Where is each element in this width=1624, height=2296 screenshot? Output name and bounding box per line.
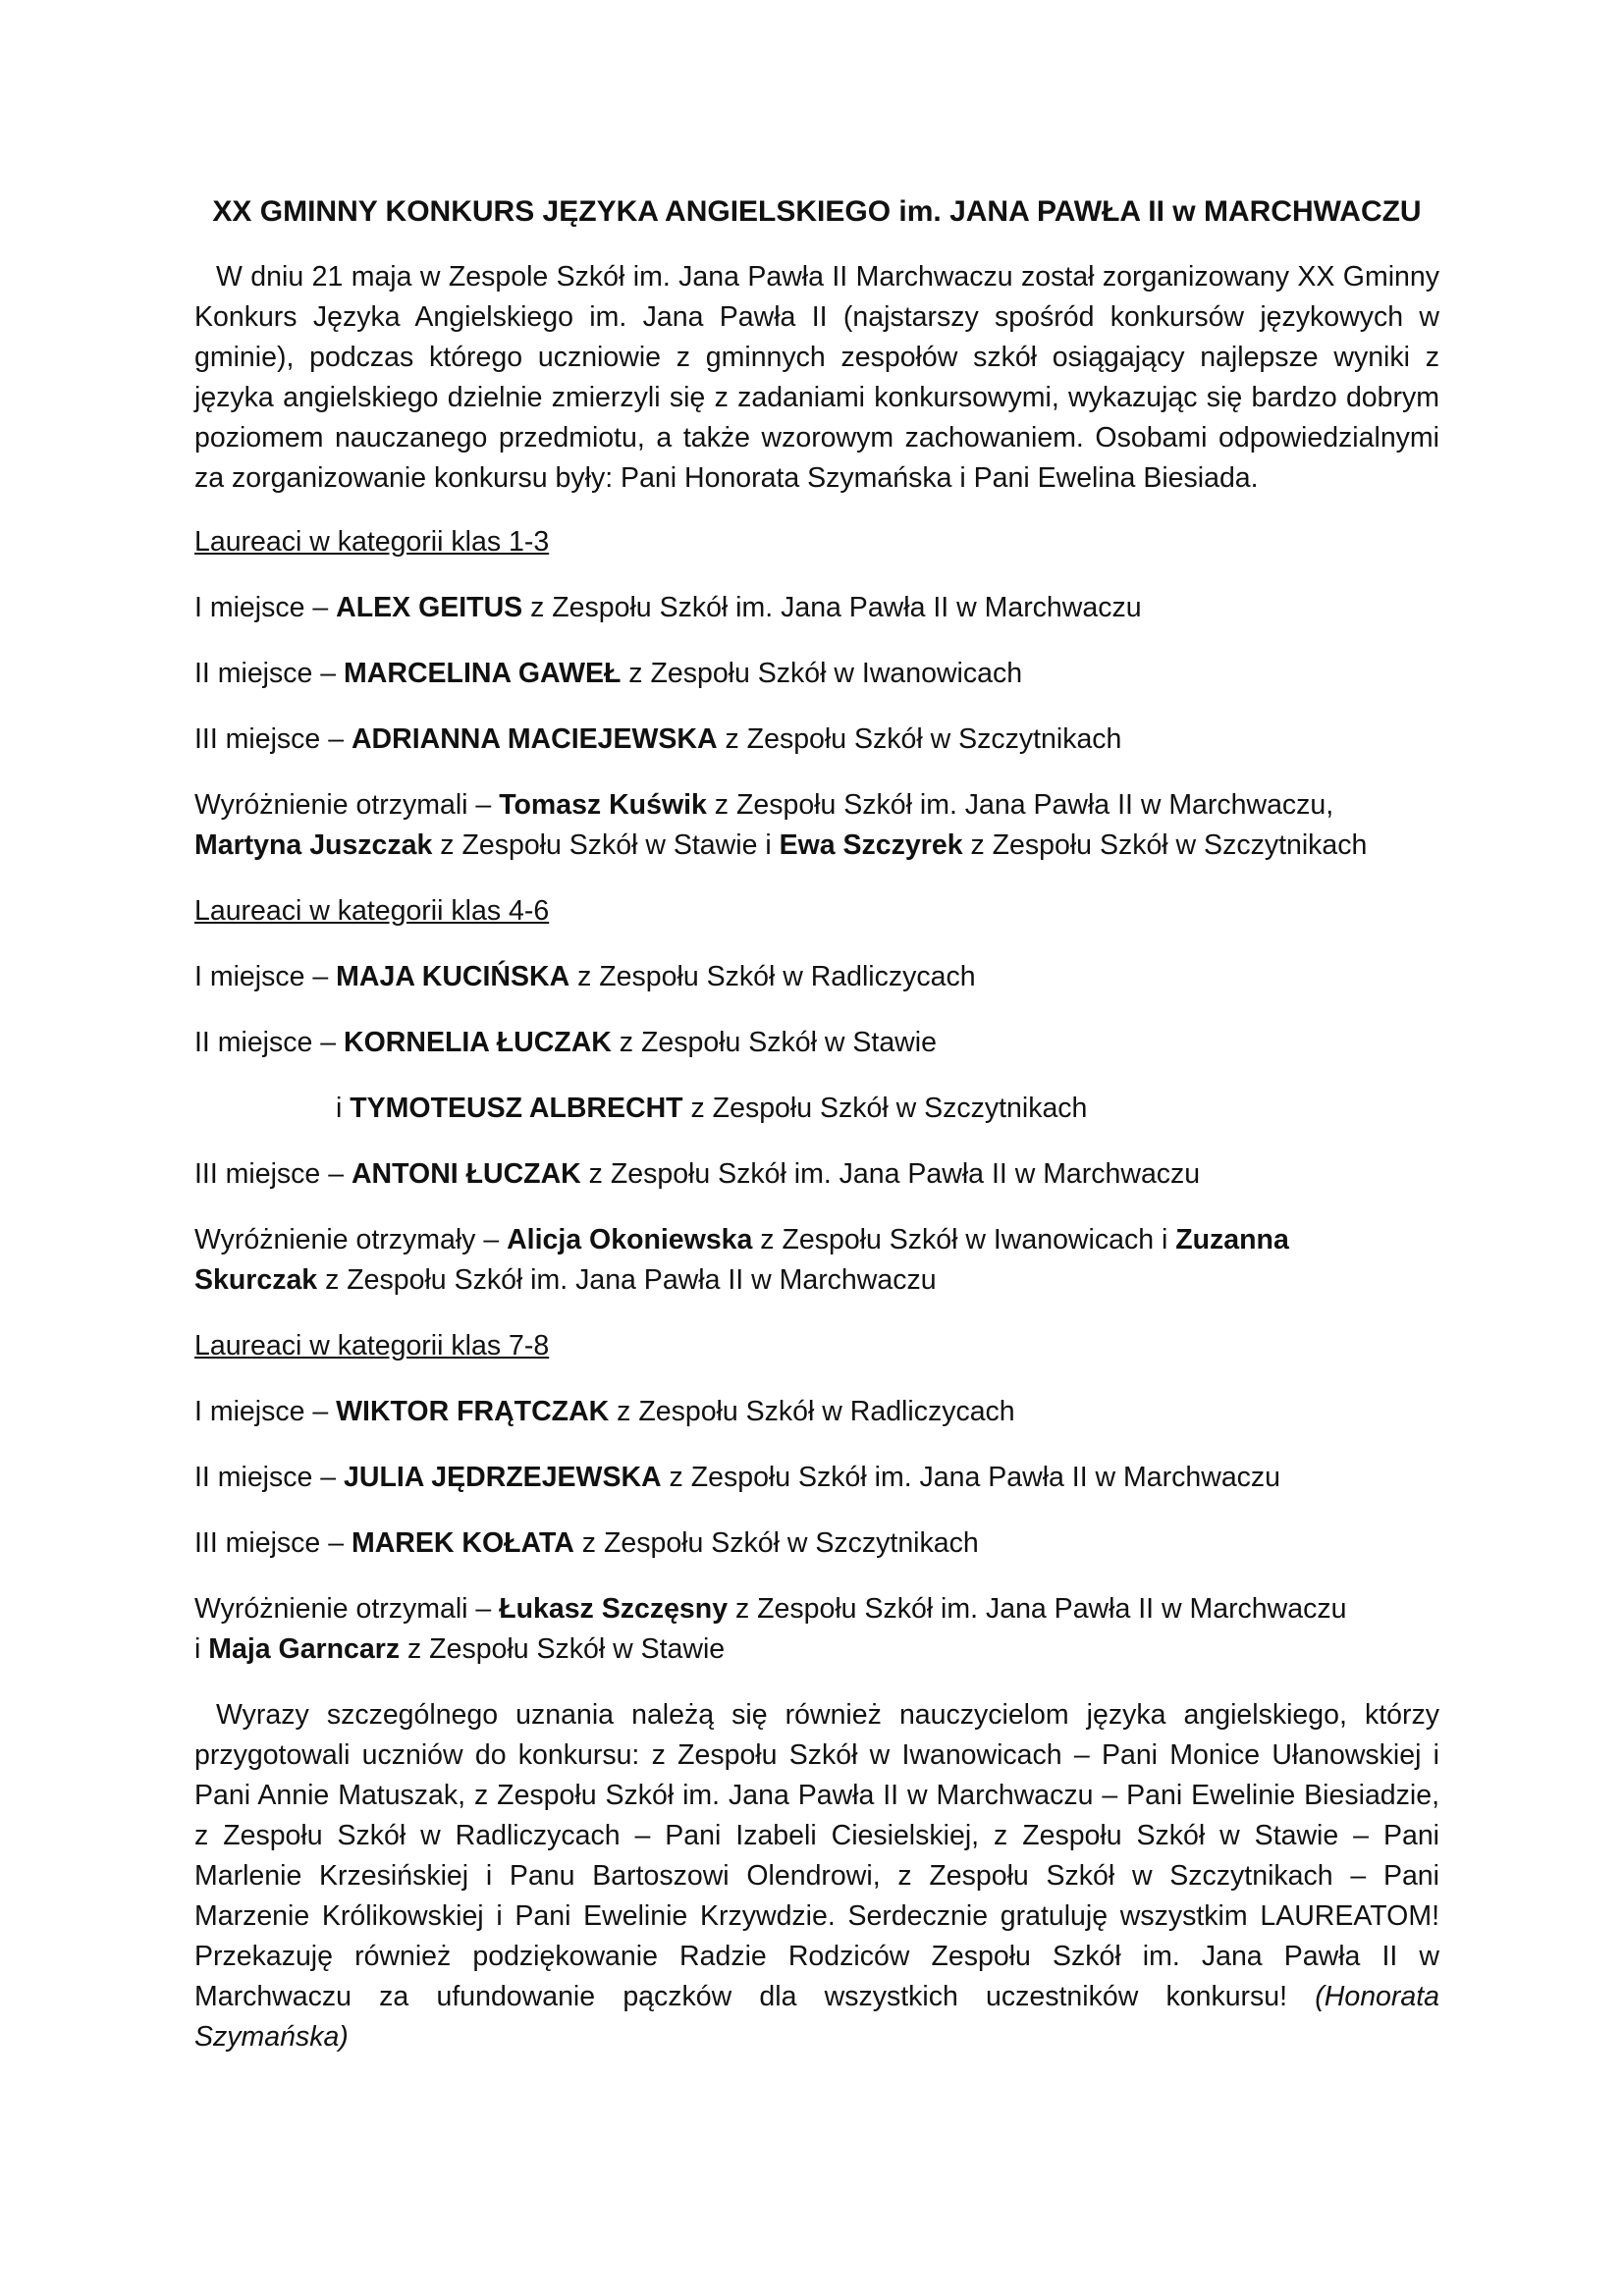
intro-paragraph: W dniu 21 maja w Zespole Szkół im. Jana Pawła II Marchwaczu został zorganizowany XX Gminny Konkurs Języka Angielskiego im. Jana Pawła II (najstarszy spośród konkursów językowych w gminie), podczas którego uczniowie z gminnych zespołów szkół osiągający najlepsze wyniki z języka angielskiego dzielnie zmierzyli się z zadaniami konkursowymi, wykazując się bardzo dobrym poziomem nauczanego przedmiotu, a także wzorowym zachowaniem. Osobami odpowiedzialnymi za zorganizowanie konkursu były: Pani Honorata Szymańska i Pani Ewelina Biesiada. bbox=[194, 261, 1439, 494]
place-label: I miejsce – bbox=[194, 592, 337, 623]
distinction-label: Wyróżnienie otrzymały – bbox=[194, 1224, 508, 1255]
school-text: z Zespołu Szkół w Radliczycach bbox=[569, 961, 976, 992]
laureate-name: ALEX GEITUS bbox=[336, 592, 523, 623]
laureate-name: MAJA KUCIŃSKA bbox=[336, 961, 570, 992]
school-text: z Zespołu Szkół w Szczytnikach bbox=[717, 723, 1122, 755]
place-label: II miejsce – bbox=[194, 1462, 345, 1493]
distinction-name: Martyna Juszczak bbox=[194, 829, 433, 861]
place-label: III miejsce – bbox=[194, 723, 352, 755]
distinction-label: Wyróżnienie otrzymali – bbox=[194, 1593, 500, 1625]
place-2-cat1 bbox=[194, 654, 1439, 694]
place-1-cat1 bbox=[194, 588, 1439, 628]
distinction-name: Łukasz Szczęsny bbox=[499, 1593, 729, 1625]
school-text: z Zespołu Szkół w Stawie i bbox=[432, 829, 780, 861]
school-text: z Zespołu Szkół w Szczytnikach bbox=[962, 829, 1368, 861]
distinction-name: Skurczak bbox=[194, 1264, 318, 1296]
school-text: z Zespołu Szkół w Iwanowicach bbox=[621, 658, 1023, 689]
document-title: XX GMINNY KONKURS JĘZYKA ANGIELSKIEGO im. JANA PAWŁA II w MARCHWACZU bbox=[212, 195, 1422, 228]
place-label: III miejsce – bbox=[194, 1527, 352, 1559]
category-heading-7-8: Laureaci w kategorii klas 7-8 bbox=[194, 1330, 550, 1362]
document-page bbox=[194, 192, 1439, 2057]
distinction-name: Alicja Okoniewska bbox=[507, 1224, 753, 1255]
distinction-cat3 bbox=[194, 1589, 1439, 1670]
laureate-name: MAREK KOŁATA bbox=[351, 1527, 574, 1559]
place-3-cat1 bbox=[194, 720, 1439, 760]
laureate-name: KORNELIA ŁUCZAK bbox=[344, 1027, 612, 1058]
laureate-name: MARCELINA GAWEŁ bbox=[344, 658, 622, 689]
school-text: z Zespołu Szkół im. Jana Pawła II w Marchwaczu bbox=[317, 1264, 937, 1296]
place-2b-cat2 bbox=[194, 1089, 1439, 1129]
school-text: z Zespołu Szkół w Stawie bbox=[611, 1027, 937, 1058]
school-text: z Zespołu Szkół im. Jana Pawła II w Marchwaczu bbox=[580, 1158, 1201, 1190]
laureate-name: TYMOTEUSZ ALBRECHT bbox=[350, 1093, 683, 1124]
category-heading-4-6: Laureaci w kategorii klas 4-6 bbox=[194, 895, 550, 927]
laureate-name: ANTONI ŁUCZAK bbox=[351, 1158, 581, 1190]
place-1-cat3 bbox=[194, 1392, 1439, 1432]
school-text: z Zespołu Szkół w Stawie bbox=[400, 1633, 726, 1665]
place-3-cat2 bbox=[194, 1154, 1439, 1195]
distinction-name: Zuzanna bbox=[1175, 1224, 1289, 1255]
school-text: z Zespołu Szkół im. Jana Pawła II w Marchwaczu bbox=[728, 1593, 1347, 1625]
distinction-name: Tomasz Kuświk bbox=[499, 789, 707, 821]
category-heading-1-3: Laureaci w kategorii klas 1-3 bbox=[194, 526, 550, 558]
distinction-label: Wyróżnienie otrzymali – bbox=[194, 789, 500, 821]
distinction-name: Ewa Szczyrek bbox=[779, 829, 963, 861]
place-label: i bbox=[336, 1093, 351, 1124]
place-1-cat2 bbox=[194, 957, 1439, 997]
school-text: z Zespołu Szkół w Radliczycach bbox=[609, 1396, 1015, 1427]
school-text: z Zespołu Szkół w Iwanowicach i bbox=[752, 1224, 1176, 1255]
place-label: II miejsce – bbox=[194, 1027, 345, 1058]
conjunction: i bbox=[194, 1633, 209, 1665]
school-text: z Zespołu Szkół im. Jana Pawła II w Marchwaczu bbox=[661, 1462, 1281, 1493]
closing-paragraph bbox=[194, 1695, 1439, 2057]
place-3-cat3 bbox=[194, 1523, 1439, 1564]
distinction-name: Maja Garncarz bbox=[208, 1633, 401, 1665]
place-label: I miejsce – bbox=[194, 961, 337, 992]
place-label: I miejsce – bbox=[194, 1396, 337, 1427]
school-text: z Zespołu Szkół w Szczytnikach bbox=[682, 1093, 1088, 1124]
school-text: z Zespołu Szkół im. Jana Pawła II w Marchwaczu bbox=[522, 592, 1142, 623]
distinction-cat2 bbox=[194, 1220, 1439, 1301]
place-label: II miejsce – bbox=[194, 658, 345, 689]
laureate-name: WIKTOR FRĄTCZAK bbox=[336, 1396, 610, 1427]
laureate-name: ADRIANNA MACIEJEWSKA bbox=[351, 723, 718, 755]
place-2-cat2 bbox=[194, 1023, 1439, 1063]
school-text: z Zespołu Szkół im. Jana Pawła II w Marchwaczu, bbox=[706, 789, 1334, 821]
place-label: III miejsce – bbox=[194, 1158, 352, 1190]
distinction-cat1 bbox=[194, 785, 1439, 866]
school-text: z Zespołu Szkół w Szczytnikach bbox=[573, 1527, 979, 1559]
laureate-name: JULIA JĘDRZEJEWSKA bbox=[344, 1462, 662, 1493]
place-2-cat3 bbox=[194, 1458, 1439, 1498]
signature: (Honorata Szymańska) bbox=[194, 1981, 1439, 2053]
closing-text: Wyrazy szczególnego uznania należą się również nauczycielom języka angielskiego, którzy przygotowali uczniów do konkursu: z Zespołu Szkół w Iwanowicach – Pani Monice Ułanowskiej i Pani Annie Matuszak, z Zespołu Szkół im. Jana Pawła II w Marchwaczu – Pani Ewelinie Biesiadzie, z Zespołu Szkół w Radliczycach – Pani Izabeli Ciesielskiej, z Zespołu Szkół w Stawie – Pani Marlenie Krzesińskiej i Panu Bartoszowi Olendrowi, z Zespołu Szkół w Szczytnikach – Pani Marzenie Królikowskiej i Pani Ewelinie Krzywdzie. Serdecznie gratuluję wszystkim LAUREATOM! Przekazuję również podziękowanie Radzie Rodziców Zespołu Szkół im. Jana Pawła II w Marchwaczu za ufundowanie pączków dla wszystkich uczestników konkursu! bbox=[194, 1699, 1439, 2012]
